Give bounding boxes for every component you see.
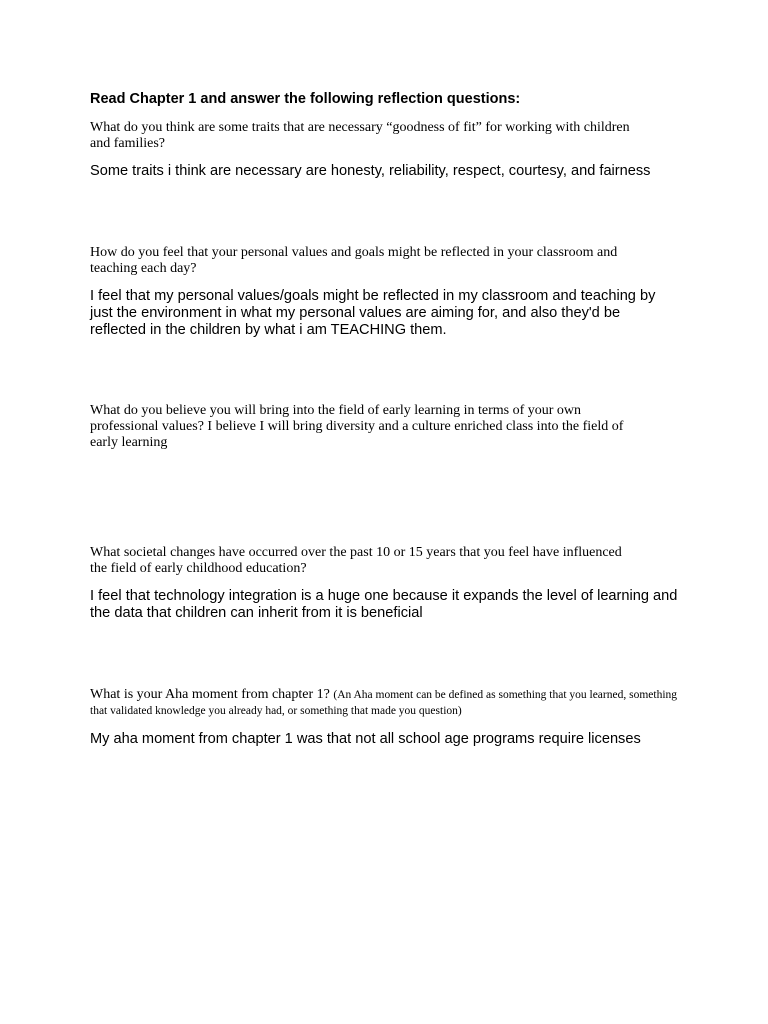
- answer-1: Some traits i think are necessary are honesty, reliability, respect, courtesy, and fairness: [90, 163, 651, 179]
- answer-4: I feel that technology integration is a huge one because it expands the level of learning and the data that children can inherit from it is beneficial: [90, 588, 678, 621]
- question-2: How do you feel that your personal values and goals might be reflected in your classroom and teaching each day?: [90, 245, 618, 276]
- question-3: What do you believe you will bring into the field of early learning in terms of your own professional values? I believe I will bring diversity and a culture enriched class into the field of early learning: [90, 403, 624, 450]
- answer-5: My aha moment from chapter 1 was that not all school age programs require licenses: [90, 731, 641, 747]
- answer-2: I feel that my personal values/goals might be reflected in my classroom and teaching by just the environment in what my personal values are aiming for, and also they'd be reflected in the children by what i am TEACHING them.: [90, 288, 656, 338]
- question-5: [90, 687, 680, 719]
- question-5-text: What is your Aha moment from chapter 1?: [90, 687, 334, 702]
- question-1: What do you think are some traits that are necessary “goodness of fit” for working with children and families?: [90, 120, 630, 151]
- question-4: What societal changes have occurred over the past 10 or 15 years that you feel have influenced the field of early childhood education?: [90, 545, 622, 576]
- assignment-heading: Read Chapter 1 and answer the following reflection questions:: [90, 91, 521, 107]
- aha-moment-note: (An Aha moment can be defined as something that you learned, something that validated knowledge you already had, or something that made you question): [90, 689, 678, 717]
